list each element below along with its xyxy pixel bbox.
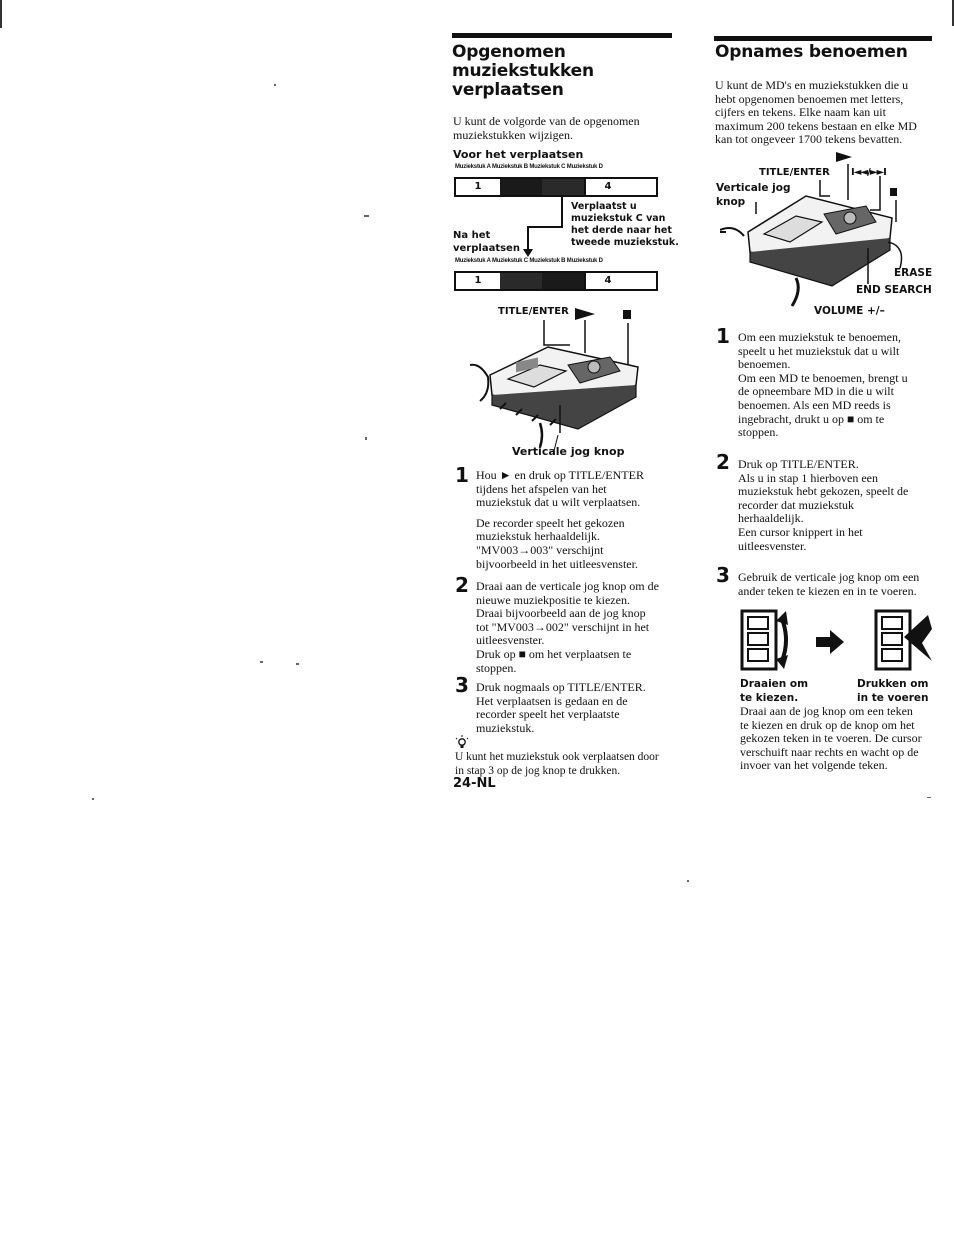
scan-speck (364, 215, 369, 217)
step-number-2: 2 (716, 450, 730, 474)
step-number-3: 3 (716, 563, 730, 587)
scan-speck (927, 797, 931, 798)
step-text-3: Gebruik de verticale jog knop om een ander teken te kiezen en in te voeren. (738, 570, 920, 598)
page-number: 24-NL (453, 776, 496, 791)
fig-erase: ERASE (894, 267, 933, 279)
jog-press-icon (876, 611, 932, 669)
after-move-label: Na het verplaatsen (453, 230, 520, 254)
play-icon (575, 308, 595, 320)
jog-knob-diagram (736, 607, 936, 671)
bar-cell-1: 1 (474, 275, 482, 286)
section-rule-right (714, 36, 932, 41)
scan-speck (274, 84, 276, 86)
section-rule-left (452, 33, 672, 38)
fig-volume: VOLUME +/– (814, 305, 885, 317)
stop-icon (623, 310, 631, 319)
arrow-right-icon (816, 630, 844, 654)
minidisc-recorder-illustration (470, 305, 660, 455)
bar-cell-1: 1 (474, 181, 482, 192)
scan-speck (296, 663, 299, 665)
step-number-2: 2 (455, 573, 469, 597)
step-number-3: 3 (455, 673, 469, 697)
fig-jog-right: Verticale jog knop (716, 182, 791, 208)
fig-title-enter-left: TITLE/ENTER (498, 306, 569, 317)
scan-speck (260, 661, 263, 663)
bar-cell-3 (542, 273, 584, 289)
intro-naming: U kunt de MD's en muziekstukken die u hebt opgenomen benoemen met letters, cijfers en tekens. Elke naam kan uit maximum 200 tekens bestaan en elke MD kan tot ongeveer 1700 tekens bevatten. (715, 78, 917, 147)
skip-icon: I◄◄/►►I (851, 167, 886, 178)
tip-text: U kunt het muziekstuk ook verplaatsen door in stap 3 op de jog knop te drukken. (455, 751, 659, 777)
fig-jog-left: Verticale jog knop (512, 445, 625, 458)
move-note: Verplaatst u muziekstuk C van het derde naar het tweede muziekstuk. (571, 201, 679, 248)
scan-speck (92, 798, 94, 800)
intro-move: U kunt de volgorde van de opgenomen muziekstukken wijzigen. (453, 114, 640, 142)
bar-cell-2 (500, 273, 542, 289)
step-text-2: Draai aan de verticale jog knop om de nieuwe muziekpositie te kiezen. Draai bijvoorbeeld aan de jog knop tot "MV003→002" verschijnt in het uitleesvenster. Druk op ■ om het verplaatsen te stoppen. (476, 579, 659, 675)
subheading-before: Voor het verplaatsen (453, 148, 584, 161)
track-labels-before: Muziekstuk A Muziekstuk B Muziekstuk C Muziekstuk D (455, 164, 603, 170)
scan-speck (365, 437, 367, 440)
section-title-move: Opgenomen muziekstukken verplaatsen (452, 42, 594, 100)
section-title-naming: Opnames benoemen (715, 42, 908, 62)
step-text-3: Druk nogmaals op TITLE/ENTER. Het verplaatsen is gedaan en de recorder speelt het verplaatste muziekstuk. (476, 680, 646, 735)
scan-speck (687, 880, 689, 882)
step-text-1: Hou ► en druk op TITLE/ENTER tijdens het afspelen van het muziekstuk dat u wilt verplaatsen. De recorder speelt het gekozen muziekstuk herhaaldelijk. "MV003→003" verschijnt bijvoorbeeld in het uitleesvenster. (476, 468, 644, 571)
jog-instructions: Draai aan de jog knop om een teken te kiezen en druk op de knop om het gekozen teken in te voeren. De cursor verschuift naar rechts en wacht op de invoer van het volgende teken. (740, 704, 922, 773)
step-text-1: Om een muziekstuk te benoemen, speelt u het muziekstuk dat u wilt benoemen. Om een MD te benoemen, brengt u de opneembare MD in die u wilt benoemen. Als een MD reeds is ingebracht, drukt u op ■ om te stoppen. (738, 330, 908, 440)
step-number-1: 1 (455, 463, 469, 487)
bar-cell-4: 4 (584, 273, 630, 289)
track-labels-after: Muziekstuk A Muziekstuk C Muziekstuk B Muziekstuk D (455, 258, 603, 264)
play-icon (836, 152, 852, 162)
fig-end-search: END SEARCH (856, 284, 932, 296)
track-bar-after (454, 271, 658, 291)
lightbulb-icon (455, 734, 469, 750)
bar-cell-3 (542, 179, 584, 195)
bar-cell-2 (500, 179, 542, 195)
bar-cell-4: 4 (584, 179, 630, 195)
caption-turn: Draaien om te kiezen. (740, 678, 809, 704)
fig-title-enter-right: TITLE/ENTER (759, 167, 830, 178)
stop-icon (890, 188, 897, 196)
scan-edge-left (0, 0, 2, 28)
step-number-1: 1 (716, 324, 730, 348)
step-text-2: Druk op TITLE/ENTER. Als u in stap 1 hierboven een muziekstuk hebt gekozen, speelt de recorder dat muziekstuk herhaaldelijk. Een cursor knippert in het uitleesvenster. (738, 457, 909, 553)
jog-turn-icon (742, 611, 788, 669)
track-bar-before (454, 177, 658, 197)
caption-press: Drukken om in te voeren (857, 678, 929, 704)
